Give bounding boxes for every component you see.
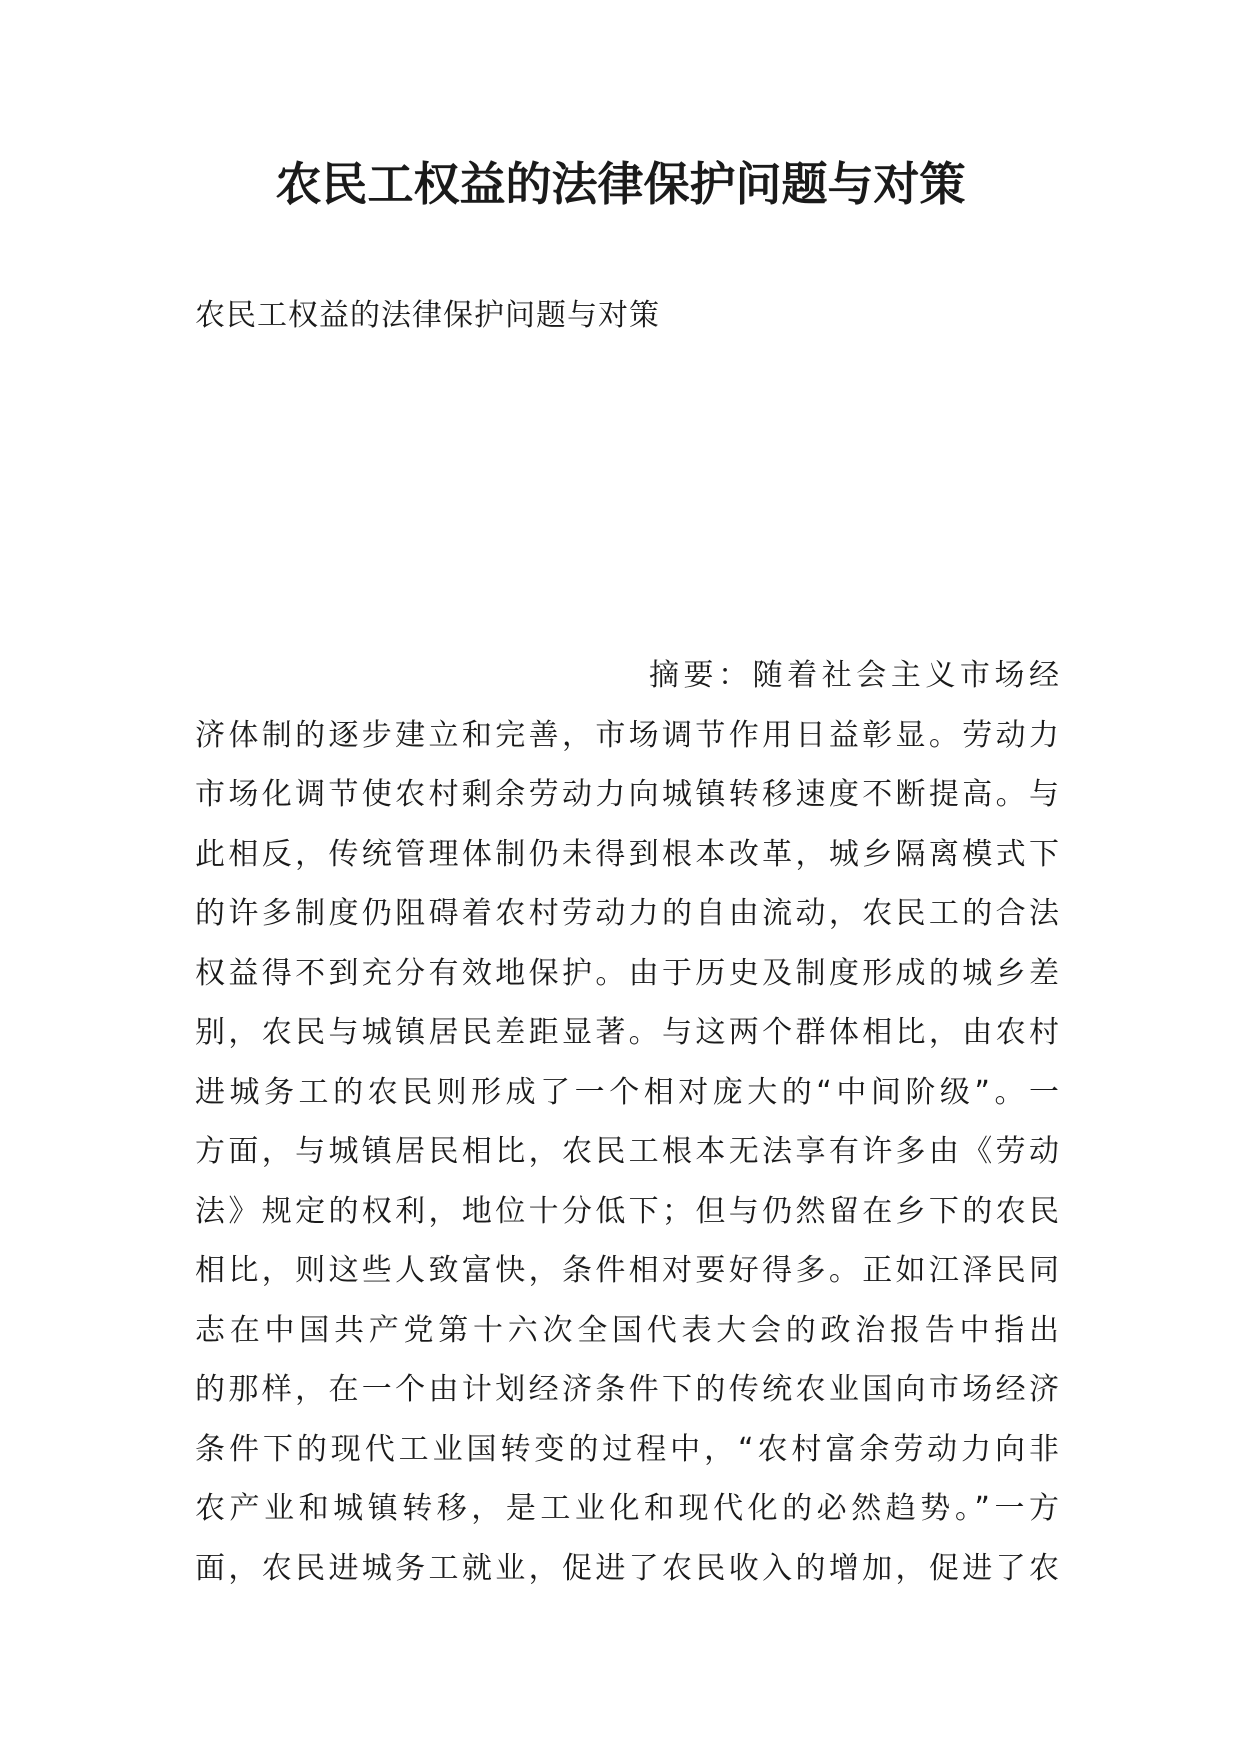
abstract-line: 条件下的现代工业国转变的过程中，“农村富余劳动力向非 (195, 1431, 1059, 1467)
document-subtitle: 农民工权益的法律保护问题与对策 (195, 298, 660, 333)
abstract-line: 摘要：随着社会主义市场经 (649, 658, 1059, 693)
abstract-line: 面，农民进城务工就业，促进了农民收入的增加，促进了农 (195, 1550, 1059, 1586)
abstract-line: 相比，则这些人致富快，条件相对要好得多。正如江泽民同 (195, 1253, 1059, 1288)
abstract-line: 别，农民与城镇居民差距显著。与这两个群体相比，由农村 (195, 1015, 1059, 1050)
abstract-line: 农产业和城镇转移，是工业化和现代化的必然趋势。”一方 (195, 1491, 1059, 1526)
abstract-line: 的许多制度仍阻碍着农村劳动力的自由流动，农民工的合法 (195, 896, 1059, 931)
abstract-line: 市场化调节使农村剩余劳动力向城镇转移速度不断提高。与 (195, 777, 1059, 812)
abstract-paragraph (195, 646, 1059, 1598)
abstract-line: 法》规定的权利，地位十分低下；但与仍然留在乡下的农民 (195, 1193, 1059, 1229)
abstract-line: 方面，与城镇居民相比，农民工根本无法享有许多由《劳动 (195, 1134, 1059, 1169)
document-title: 农民工权益的法律保护问题与对策 (275, 157, 966, 211)
abstract-line: 此相反，传统管理体制仍未得到根本改革，城乡隔离模式下 (195, 836, 1059, 872)
abstract-line: 进城务工的农民则形成了一个相对庞大的“中间阶级”。一 (195, 1074, 1059, 1110)
abstract-line: 权益得不到充分有效地保护。由于历史及制度形成的城乡差 (195, 955, 1059, 991)
abstract-line: 的那样，在一个由计划经济条件下的传统农业国向市场经济 (195, 1372, 1059, 1407)
abstract-line: 志在中国共产党第十六次全国代表大会的政治报告中指出 (195, 1312, 1059, 1348)
abstract-line: 济体制的逐步建立和完善，市场调节作用日益彰显。劳动力 (195, 717, 1059, 753)
